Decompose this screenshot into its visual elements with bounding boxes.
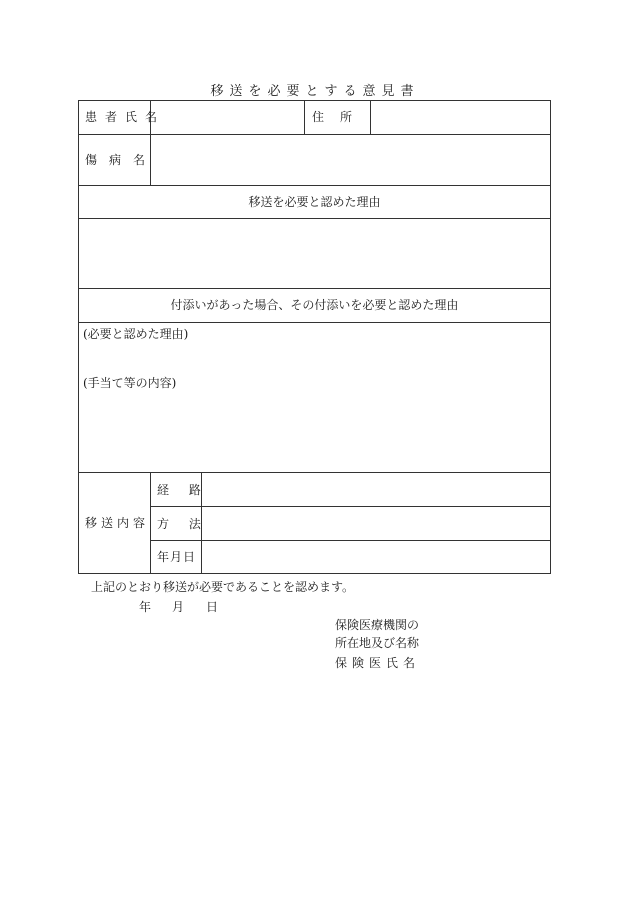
- patient-name-field[interactable]: [151, 102, 303, 133]
- transfer-reason-header: 移送を必要と認めた理由: [248, 195, 381, 209]
- doctor-name-label: 保険医氏名: [335, 656, 421, 670]
- row-divider: [79, 288, 550, 289]
- form-title: 移送を必要とする意見書: [210, 84, 420, 99]
- route-label: 経 路: [157, 483, 209, 497]
- method-field[interactable]: [202, 507, 549, 539]
- injury-field[interactable]: [151, 135, 549, 184]
- opinion-form-table: [78, 100, 551, 574]
- date-label: 年月日: [157, 550, 197, 564]
- attendant-reason-field[interactable]: [80, 323, 549, 471]
- certification-statement: 上記のとおり移送が必要であることを認めます。: [91, 580, 355, 594]
- institution-label-line1: 保険医療機関の: [335, 618, 420, 632]
- transfer-reason-field[interactable]: [80, 219, 549, 287]
- necessity-reason-label: (必要と認めた理由): [83, 327, 189, 341]
- patient-name-label: 患者氏名: [85, 110, 166, 124]
- day-label: 日: [206, 600, 219, 614]
- care-details-label: (手当て等の内容): [83, 376, 177, 390]
- method-label: 方 法: [157, 517, 209, 531]
- address-field[interactable]: [371, 102, 549, 133]
- route-field[interactable]: [202, 473, 549, 505]
- transfer-content-label: 移送内容: [85, 516, 150, 530]
- year-label: 年: [139, 600, 152, 614]
- attendant-reason-header: 付添いがあった場合、その付添いを必要と認めた理由: [170, 298, 459, 312]
- row-divider: [79, 185, 550, 186]
- column-divider: [150, 472, 151, 573]
- date-field[interactable]: [202, 541, 549, 572]
- institution-label-line2: 所在地及び名称: [335, 636, 420, 650]
- address-label: 住 所: [312, 110, 355, 124]
- column-divider: [304, 101, 305, 134]
- injury-label: 傷病名: [85, 153, 158, 167]
- month-label: 月: [172, 600, 185, 614]
